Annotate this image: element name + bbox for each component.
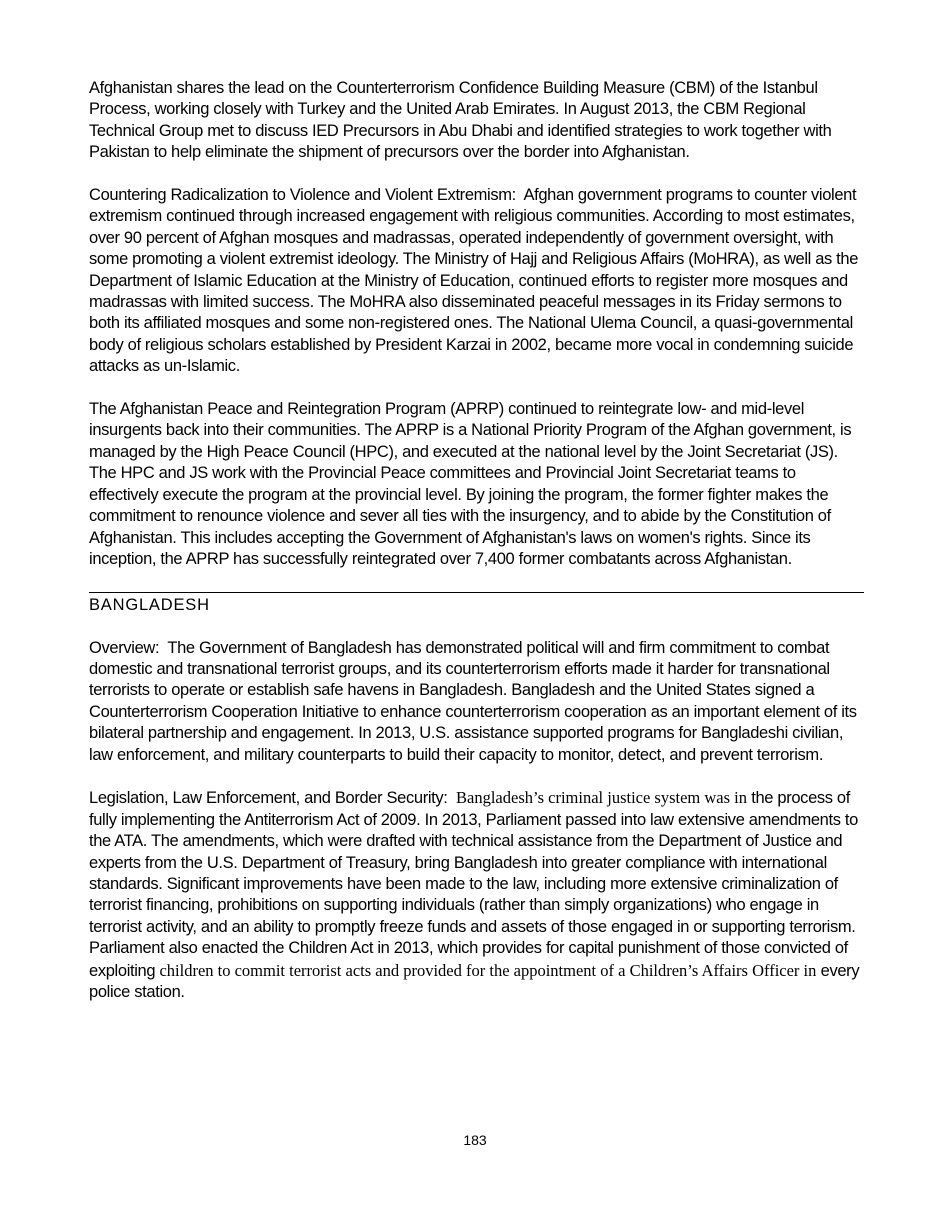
document-page [89, 78, 864, 1025]
overview-heading: Overview: [89, 638, 160, 657]
countering-radicalization-heading: Countering Radicalization to Violence and Violent Extremism: [89, 186, 516, 205]
section-title-bangladesh: BANGLADESH [89, 592, 864, 616]
overview-paragraph [89, 638, 864, 766]
legislation-paragraph [89, 787, 864, 1003]
page-number: 183 [463, 1132, 487, 1148]
countering-radicalization-body: Afghan government programs to counter violent extremism continued through increased engagement with religious communities. According to most estimates, over 90 percent of Afghan mosques and madrassas, operated independently of government oversight, with some promoting a violent extremist ideology. The Ministry of Hajj and Religious Affairs (MoHRA), as well as the Department of Islamic Education at the Ministry of Education, continued efforts to register more mosques and madrassas with limited success. The MoHRA also disseminated peaceful messages in its Friday sermons to both its affiliated mosques and some non-registered ones. The National Ulema Council, a quasi-governmental body of religious scholars established by President Karzai in 2002, became more vocal in condemning suicide attacks as un-Islamic. [89, 186, 859, 376]
legislation-serif-intro: Bangladesh’s criminal justice system was in [456, 788, 748, 808]
legislation-closing: every police station. [89, 961, 860, 1001]
aprp-paragraph: The Afghanistan Peace and Reintegration Program (APRP) continued to reintegrate low- and mid-level insurgents back into their communities. The APRP is a National Priority Program of the Afghan government, is managed by the High Peace Council (HPC), and executed at the national level by the Joint Secretariat (JS). The HPC and JS work with the Provincial Peace committees and Provincial Joint Secretariat teams to effectively execute the program at the provincial level. By joining the program, the former fighter makes the commitment to renounce violence and sever all ties with the insurgency, and to abide by the Constitution of Afghanistan. This includes accepting the Government of Afghanistan's laws on women's rights. Since its inception, the APRP has successfully reintegrated over 7,400 former combatants across Afghanistan. [89, 400, 852, 568]
legislation-serif-tail: children to commit terrorist acts and provided for the appointment of a Children’s Affairs Officer in [159, 960, 817, 980]
overview-body: The Government of Bangladesh has demonstrated political will and firm commitment to combat domestic and transnational terrorist groups, and its counterterrorism efforts made it harder for transnational terrorists to operate or establish safe havens in Bangladesh. Bangladesh and the United States signed a Counterterrorism Cooperation Initiative to enhance counterterrorism cooperation as an important element of its bilateral partnership and engagement. In 2013, U.S. assistance supported programs for Bangladeshi civilian, law enforcement, and military counterparts to build their capacity to monitor, detect, and prevent terrorism. [89, 638, 857, 764]
legislation-body: the process of fully implementing the Antiterrorism Act of 2009. In 2013, Parliament passed into law extensive amendments to the ATA. The amendments, which were drafted with technical assistance from the Department of Justice and experts from the U.S. Department of Treasury, bring Bangladesh into greater compliance with international standards. Significant improvements have been made to the law, including more extensive criminalization of terrorist financing, prohibitions on supporting individuals (rather than simply organizations) who engage in terrorist activity, and an ability to promptly freeze funds and assets of those engaged in or supporting terrorism. Parliament also enacted the Children Act in 2013, which provides for capital punishment of those convicted of exploiting [89, 789, 858, 980]
cbm-paragraph: Afghanistan shares the lead on the Counterterrorism Confidence Building Measure (CBM) of the Istanbul Process, working closely with Turkey and the United Arab Emirates. In August 2013, the CBM Regional Technical Group met to discuss IED Precursors in Abu Dhabi and identified strategies to work together with Pakistan to help eliminate the shipment of precursors over the border into Afghanistan. [89, 79, 832, 162]
countering-radicalization-paragraph [89, 185, 864, 378]
legislation-heading: Legislation, Law Enforcement, and Border Security: [89, 789, 448, 808]
